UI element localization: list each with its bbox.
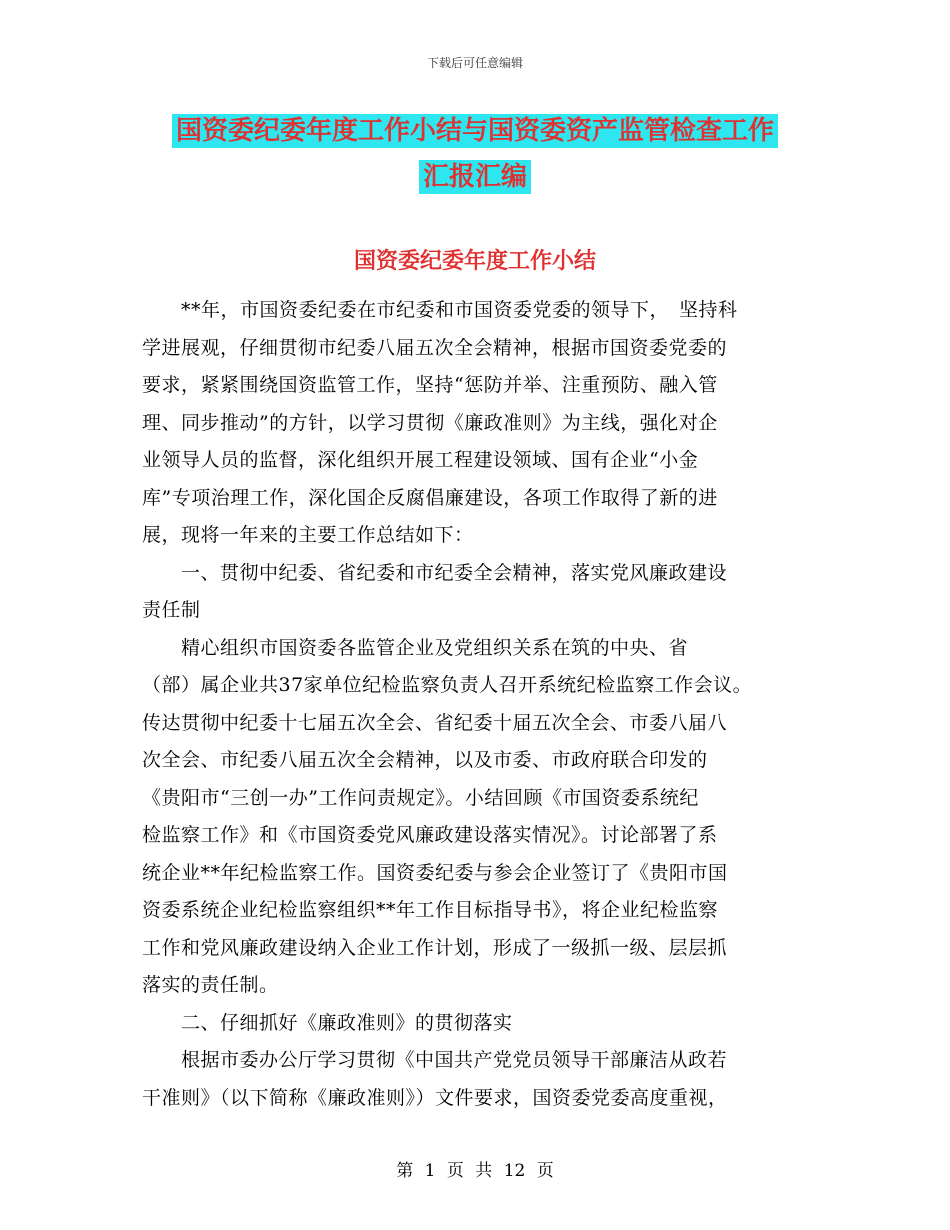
document-title-line1: 国资委纪委年度工作小结与国资委资产监管检查工作 [172,114,778,148]
paragraph-line: **年，市国资委纪委在市纪委和市国资委党委的领导下， 坚持科 [142,299,738,321]
heading-one [142,555,812,630]
paragraph-line: 落实的责任制。 [142,974,279,996]
paragraph-intro [142,292,812,555]
paragraph-line: 责任制 [142,599,201,621]
section-title: 国资委纪委年度工作小结 [353,248,596,274]
document-title-line2: 汇报汇编 [419,160,531,194]
paragraph-line: 根据市委办公厅学习贯彻《中国共产党党员领导干部廉洁从政若 [142,1049,728,1071]
paragraph-line: 理、同步推动”的方针，以学习贯彻《廉政准则》为主线，强化对企 [142,411,718,434]
paragraph-line: 展，现将一年来的主要工作总结如下： [142,524,474,546]
paragraph-line: （部）属企业共37家单位纪检监察负责人召开系统纪检监察工作会议。 [142,674,753,696]
page-footer: 第 1 页 共 12 页 [396,1161,554,1181]
paragraph-line: 要求，紧紧围绕国资监管工作，坚持“惩防并举、注重预防、融入管 [142,374,718,396]
paragraph-line: 一、贯彻中纪委、省纪委和市纪委全会精神，落实党风廉政建设 [142,561,728,584]
header-note: 下载后可任意编辑 [426,56,523,70]
paragraph-line: 学进展观，仔细贯彻市纪委八届五次全会精神，根据市国资委党委的 [142,336,728,359]
paragraph-line: 干准则》（以下简称《廉政准则》）文件要求，国资委党委高度重视， [142,1086,728,1109]
document-body [142,292,812,1117]
paragraph-line: 传达贯彻中纪委十七届五次全会、省纪委十届五次全会、市委八届八 [142,711,728,734]
paragraph-line: 统企业**年纪检监察工作。国资委纪委与参会企业签订了《贵阳市国 [142,861,728,884]
paragraph-line: 《贵阳市“三创一办”工作问责规定》。小结回顾《市国资委系统纪 [142,786,699,809]
paragraph-line: 次全会、市纪委八届五次全会精神，以及市委、市政府联合印发的 [142,749,708,771]
paragraph-line: 精心组织市国资委各监管企业及党组织关系在筑的中央、省 [142,636,689,659]
document-title [0,108,950,200]
paragraph-meeting [142,630,812,1005]
heading-two [142,1005,812,1043]
paragraph-line: 业领导人员的监督，深化组织开展工程建设领域、国有企业“小金 [142,449,699,471]
paragraph-line: 检监察工作》和《市国资委党风廉政建设落实情况》。讨论部署了系 [142,824,718,846]
paragraph-guidelines [142,1042,812,1117]
paragraph-line: 库”专项治理工作，深化国企反腐倡廉建设，各项工作取得了新的进 [142,486,718,509]
paragraph-line: 工作和党风廉政建设纳入企业工作计划，形成了一级抓一级、层层抓 [142,936,728,959]
paragraph-line: 二、仔细抓好《廉政准则》的贯彻落实 [142,1011,513,1034]
paragraph-line: 资委系统企业纪检监察组织**年工作目标指导书》，将企业纪检监察 [142,899,719,921]
